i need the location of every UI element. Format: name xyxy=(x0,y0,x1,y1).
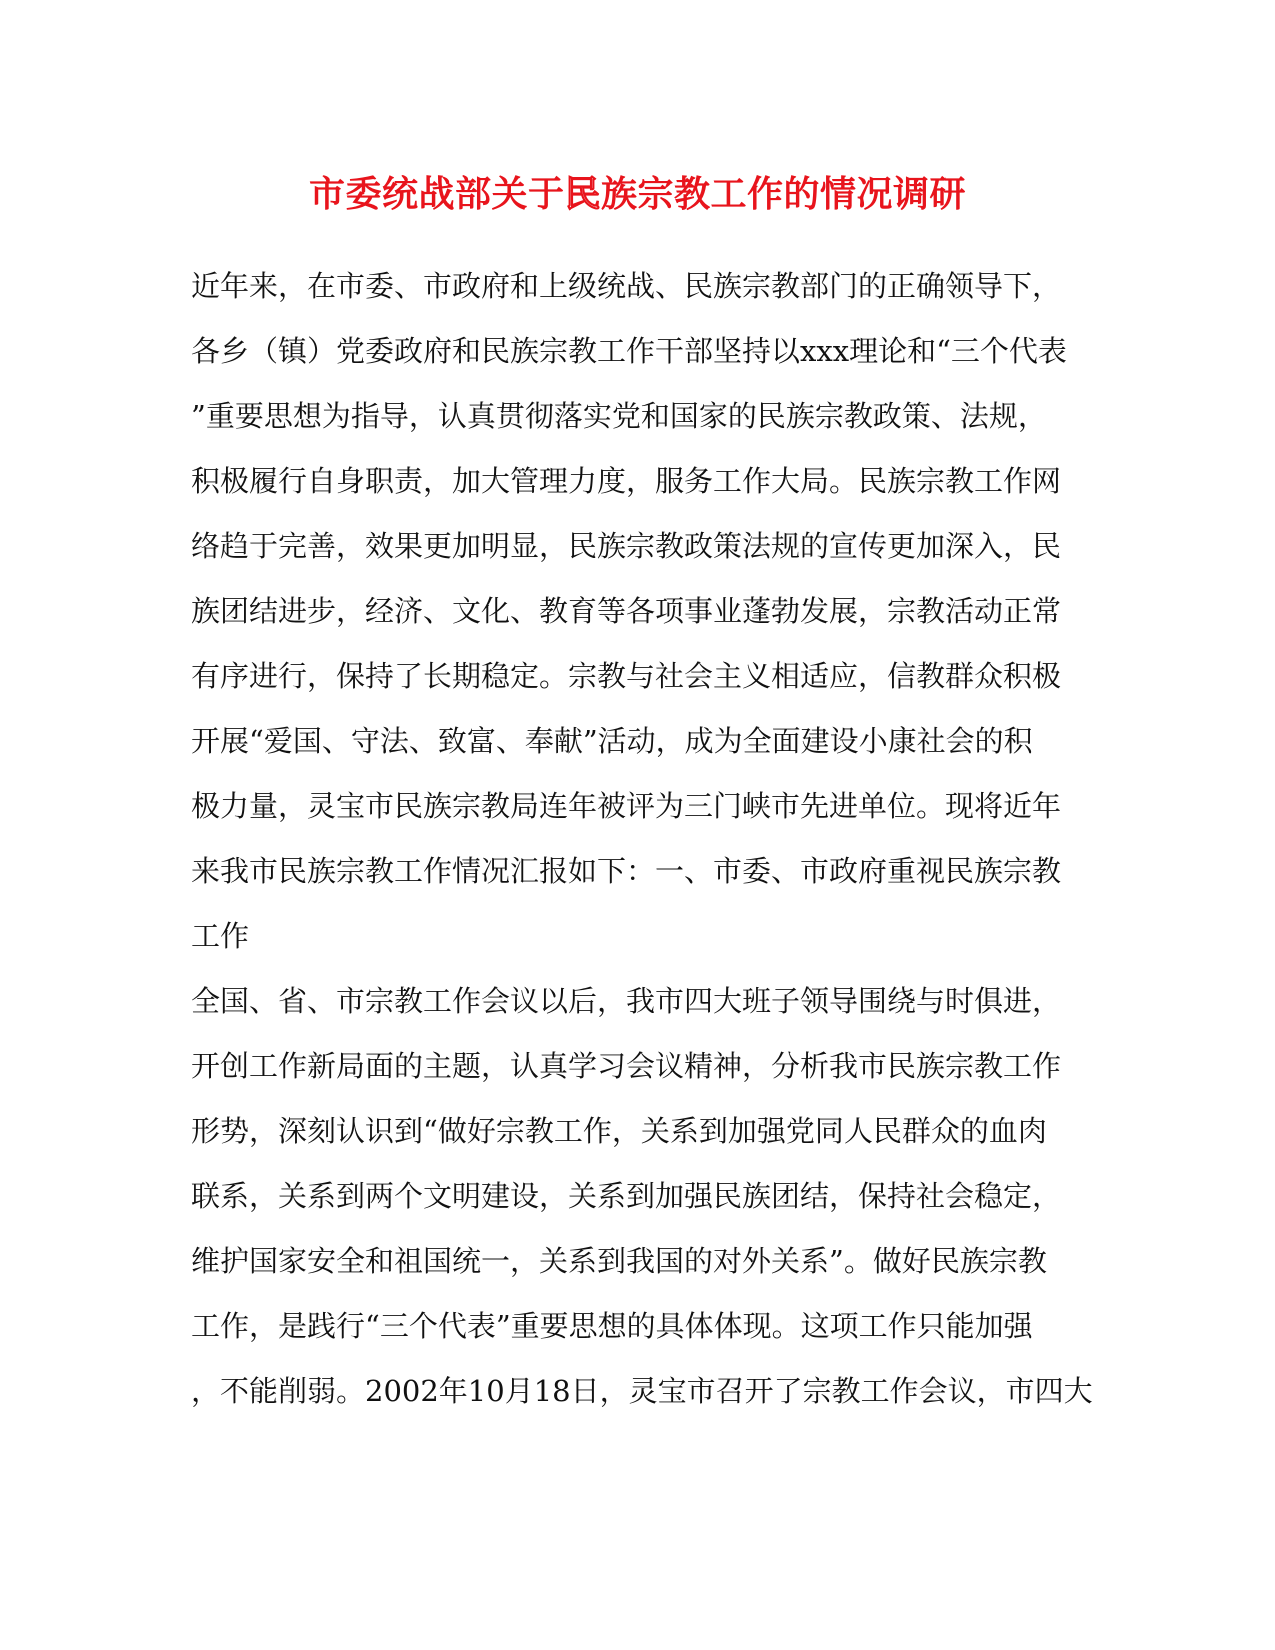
document-body xyxy=(191,254,1093,1424)
body-line: 络趋于完善，效果更加明显，民族宗教政策法规的宣传更加深入，民 xyxy=(191,529,1062,563)
body-line: 工作 xyxy=(191,919,250,953)
document-title xyxy=(0,170,1275,218)
body-line: 维护国家安全和祖国统一，关系到我国的对外关系”。做好民族宗教 xyxy=(191,1244,1047,1278)
body-line: 族团结进步，经济、文化、教育等各项事业蓬勃发展，宗教活动正常 xyxy=(191,594,1062,628)
title-part-3: 族宗教工作的情况调研 xyxy=(601,173,967,215)
body-line: 积极履行自身职责，加大管理力度，服务工作大局。民族宗教工作网 xyxy=(191,464,1062,498)
body-line: 有序进行，保持了长期稳定。宗教与社会主义相适应，信教群众积极 xyxy=(191,659,1062,693)
body-line: 形势，深刻认识到“做好宗教工作，关系到加强党同人民群众的血肉 xyxy=(191,1114,1047,1148)
body-line: ”重要思想为指导，认真贯彻落实党和国家的民族宗教政策、法规， xyxy=(191,399,1047,433)
body-line: 来我市民族宗教工作情况汇报如下：一、市委、市政府重视民族宗教 xyxy=(191,854,1062,888)
title-part-2: 民 xyxy=(564,173,601,215)
body-line: ，不能削弱。2002年10月18日，灵宝市召开了宗教工作会议，市四大 xyxy=(191,1374,1093,1408)
title-part-1: 市委统战部关于 xyxy=(308,173,565,215)
body-line: 开创工作新局面的主题，认真学习会议精神，分析我市民族宗教工作 xyxy=(191,1049,1062,1083)
body-line: 开展“爱国、守法、致富、奉献”活动，成为全面建设小康社会的积 xyxy=(191,724,1033,758)
body-line: 联系，关系到两个文明建设，关系到加强民族团结，保持社会稳定， xyxy=(191,1179,1062,1213)
body-line: 全国、省、市宗教工作会议以后，我市四大班子领导围绕与时俱进， xyxy=(191,984,1062,1018)
body-line: 近年来，在市委、市政府和上级统战、民族宗教部门的正确领导下， xyxy=(191,269,1062,303)
body-line: 各乡（镇）党委政府和民族宗教工作干部坚持以xxx理论和“三个代表 xyxy=(191,334,1067,368)
body-line: 极力量，灵宝市民族宗教局连年被评为三门峡市先进单位。现将近年 xyxy=(191,789,1062,823)
body-line: 工作，是践行“三个代表”重要思想的具体体现。这项工作只能加强 xyxy=(191,1309,1033,1343)
